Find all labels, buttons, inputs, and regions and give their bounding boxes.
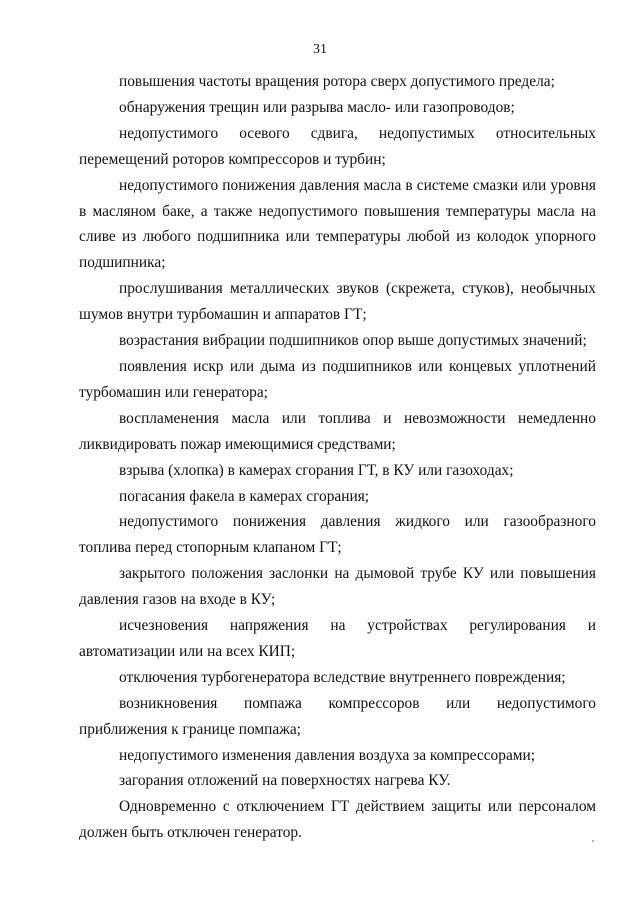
paragraph: прослушивания металлических звуков (скрежета, стуков), необычных шумов внутри турбомашин и аппаратов ГТ; <box>79 280 596 324</box>
paragraph: загорания отложений на поверхностях нагрева КУ. <box>119 772 451 790</box>
paragraph: закрытого положения заслонки на дымовой трубе КУ или повышения давления газов на входе в КУ; <box>79 565 596 609</box>
paragraph: погасания факела в камерах сгорания; <box>119 487 370 505</box>
paragraph: недопустимого изменения давления воздуха за компрессорами; <box>119 746 536 764</box>
paragraph: Одновременно с отключением ГТ действием защиты или персоналом должен быть отключен генератор. <box>79 798 596 842</box>
paragraph: обнаружения трещин или разрыва масло- или газопроводов; <box>119 98 515 116</box>
body-text <box>79 69 596 846</box>
paragraph: недопустимого понижения давления жидкого или газообразного топлива перед стопорным клапаном ГТ; <box>79 513 596 557</box>
paragraph: отключения турбогенератора вследствие внутреннего повреждения; <box>119 668 566 686</box>
paragraph: возрастания вибрации подшипников опор выше допустимых значений; <box>119 332 587 350</box>
paragraph: повышения частоты вращения ротора сверх допустимого предела; <box>119 73 555 90</box>
paragraph: появления искр или дыма из подшипников или концевых уплотнений турбомашин или генератора; <box>79 357 596 401</box>
paragraph: воспламенения масла или топлива и невозможности немедленно ликвидировать пожар имеющимися средствами; <box>79 409 596 453</box>
paragraph: взрыва (хлопка) в камерах сгорания ГТ, в КУ или газоходах; <box>119 461 514 479</box>
paragraph: недопустимого понижения давления масла в системе смазки или уровня в масляном баке, а также недопустимого повышения температуры масла на сливе из любого подшипника или температуры любой из колодок упорного подшипника; <box>79 176 596 272</box>
paragraph: возникновения помпажа компрессоров или недопустимого приближения к границе помпажа; <box>79 694 596 738</box>
page-number: 31 <box>313 42 327 57</box>
scan-speck <box>592 840 594 842</box>
paragraph: недопустимого осевого сдвига, недопустимых относительных перемещений роторов компрессоров и турбин; <box>79 124 596 168</box>
paragraph: исчезновения напряжения на устройствах регулирования и автоматизации или на всех КИП; <box>79 617 596 660</box>
